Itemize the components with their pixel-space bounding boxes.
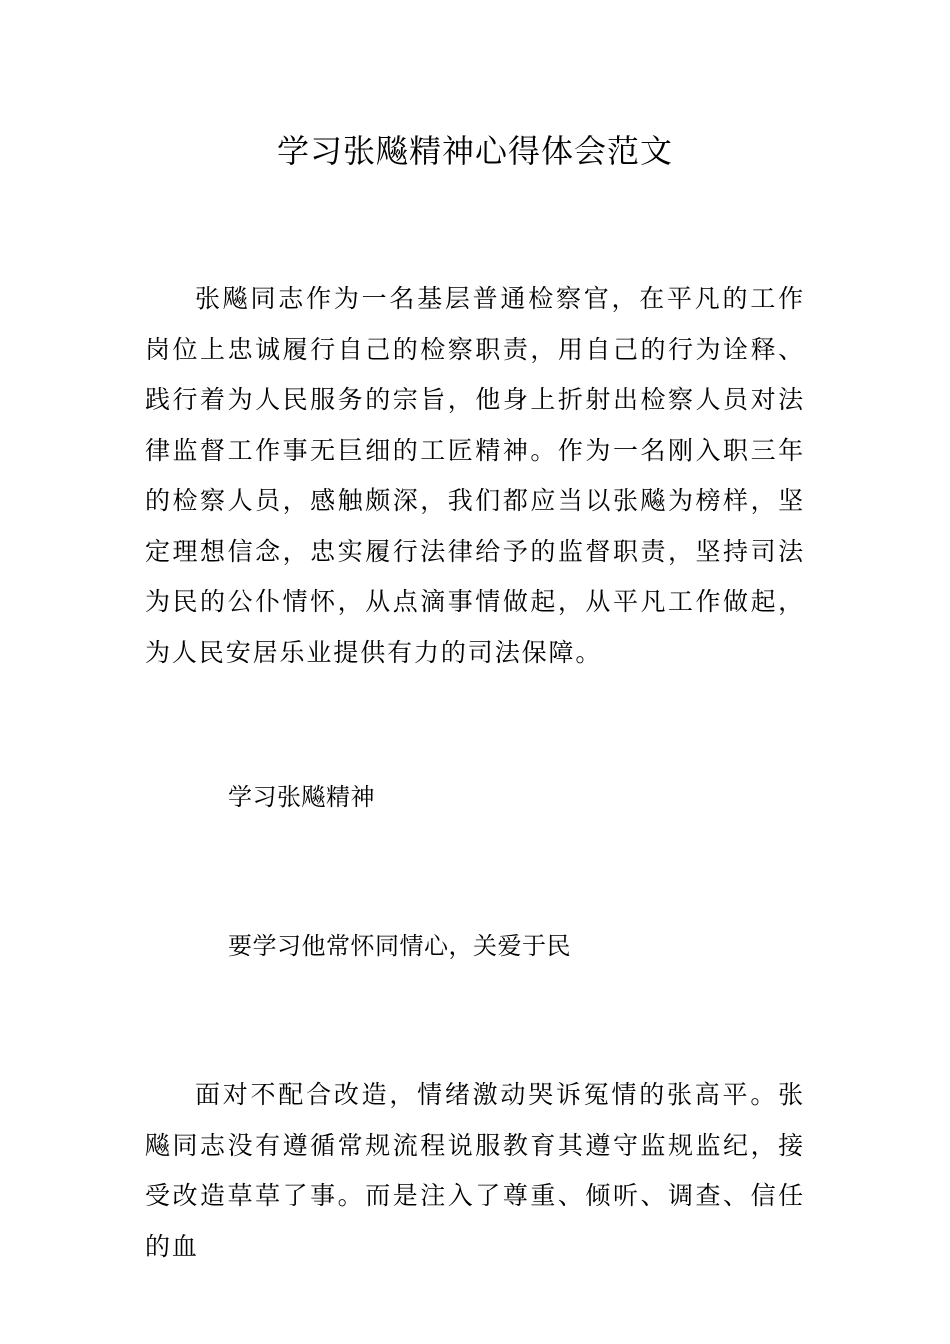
section-heading: 学习张飚精神 xyxy=(228,783,375,811)
body-paragraph-story: 面对不配合改造，情绪激动哭诉冤情的张高平。张飚同志没有遵循常规流程说服教育其遵守监规监纪，接受改造草草了事。而是注入了尊重、倾听、调查、信任的血 xyxy=(145,1080,805,1261)
body-paragraph-intro: 张飚同志作为一名基层普通检察官，在平凡的工作岗位上忠诚履行自己的检察职责，用自己的行为诠释、践行着为人民服务的宗旨，他身上折射出检察人员对法律监督工作事无巨细的工匠精神。作为一名刚入职三年的检察人员，感触颇深，我们都应当以张飚为榜样，坚定理想信念，忠实履行法律给予的监督职责，坚持司法为民的公仆情怀，从点滴事情做起，从平凡工作做起，为人民安居乐业提供有力的司法保障。 xyxy=(145,284,805,667)
document-title: 学习张飚精神心得体会范文 xyxy=(276,132,673,170)
subsection-heading: 要学习他常怀同情心，关爱于民 xyxy=(228,932,571,960)
